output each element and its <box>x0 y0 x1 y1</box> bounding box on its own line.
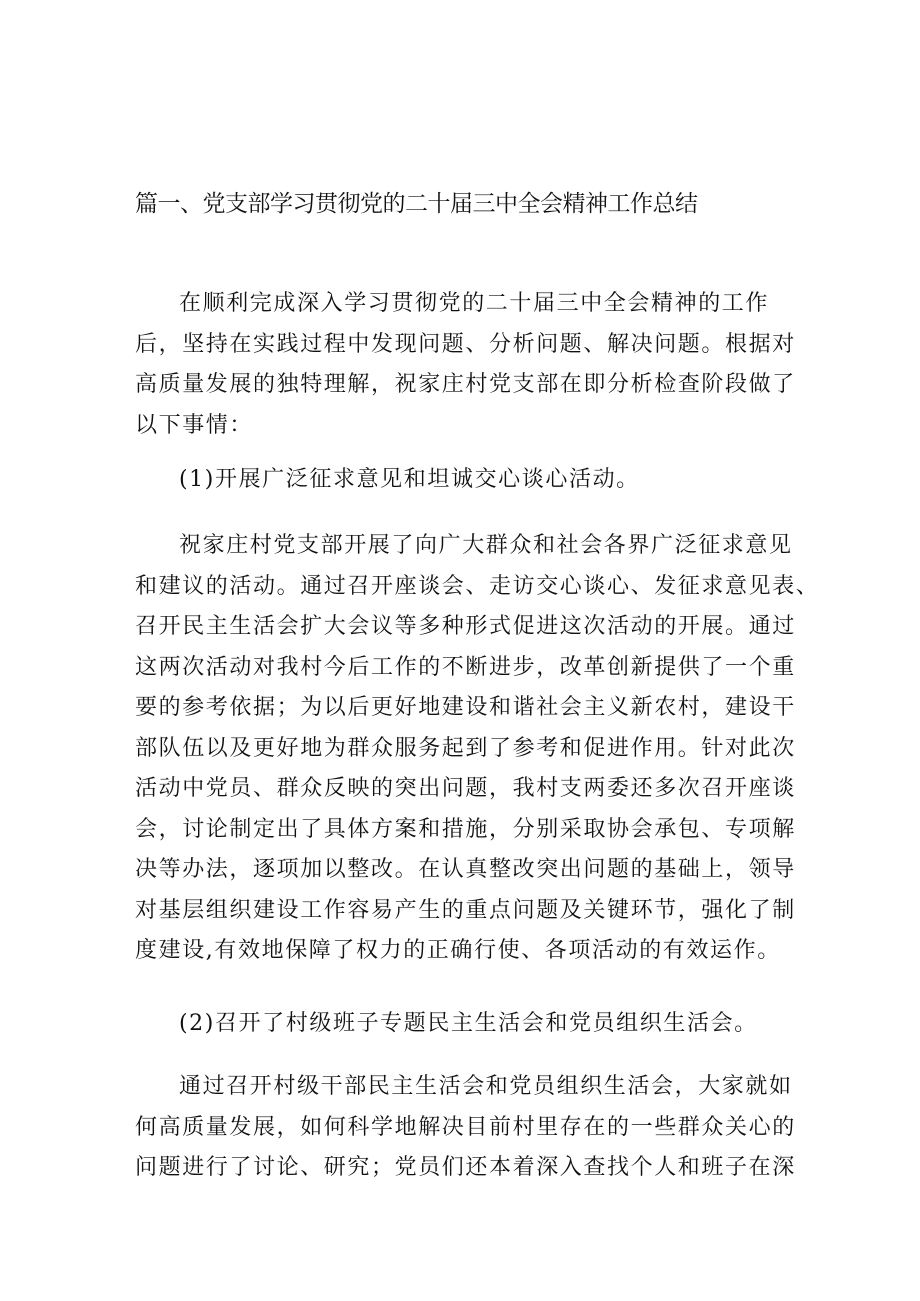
section-heading-2 <box>135 1004 795 1045</box>
text-line: 以下事情： <box>135 412 254 438</box>
text-line: 高质量发展的独特理解，祝家庄村党支部在即分析检查阶段做了 <box>135 372 796 397</box>
text-line: 何高质量发展，如何科学地解决目前村里存在的一些群众关心的 <box>135 1114 796 1140</box>
heading-text: (1)开展广泛征求意见和坦诚交心谈心活动。 <box>179 467 640 492</box>
text-line: 度建设,有效地保障了权力的正确行使、各项活动的有效运作。 <box>135 938 781 963</box>
text-line: 后，坚持在实践过程中发现问题、分析问题、解决问题。根据对 <box>135 331 796 357</box>
text-line: 对基层组织建设工作容易产生的重点问题及关键环节，强化了制 <box>135 897 796 923</box>
paragraph-section-2 <box>135 1067 795 1189</box>
text-line: 通过召开村级干部民主生活会和党员组织生活会，大家就如 <box>179 1074 793 1099</box>
text-line: 在顺利完成深入学习贯彻党的二十届三中全会精神的工作 <box>179 291 770 316</box>
text-line: 会，讨论制定出了具体方案和措施，分别采取协会承包、专项解 <box>135 816 796 842</box>
text-line: 部队伍以及更好地为群众服务起到了参考和促进作用。针对此次 <box>135 735 796 761</box>
text-line: 活动中党员、群众反映的突出问题，我村支两委还多次召开座谈 <box>135 776 796 801</box>
paragraph-intro <box>135 284 795 446</box>
text-line: 这两次活动对我村今后工作的不断进步，改革创新提供了一个重 <box>135 654 796 680</box>
document-title: 篇一、党支部学习贯彻党的二十届三中全会精神工作总结 <box>135 191 698 217</box>
section-heading-1 <box>135 460 795 501</box>
text-line: 祝家庄村党支部开展了向广大群众和社会各界广泛征求意见 <box>179 533 793 558</box>
heading-text: (2)召开了村级班子专题民主生活会和党员组织生活会。 <box>179 1011 758 1036</box>
text-line: 问题进行了讨论、研究；党员们还本着深入查找个人和班子在深 <box>135 1155 796 1180</box>
text-line: 和建议的活动。通过召开座谈会、走访交心谈心、发征求意见表、 <box>135 573 820 599</box>
text-line: 决等办法，逐项加以整改。在认真整改突出问题的基础上，领导 <box>135 857 796 882</box>
text-line: 召开民主生活会扩大会议等多种形式促进这次活动的开展。通过 <box>135 614 796 639</box>
paragraph-section-1 <box>135 526 820 972</box>
text-line: 要的参考依据；为以后更好地建设和谐社会主义新农村，建设干 <box>135 695 796 720</box>
